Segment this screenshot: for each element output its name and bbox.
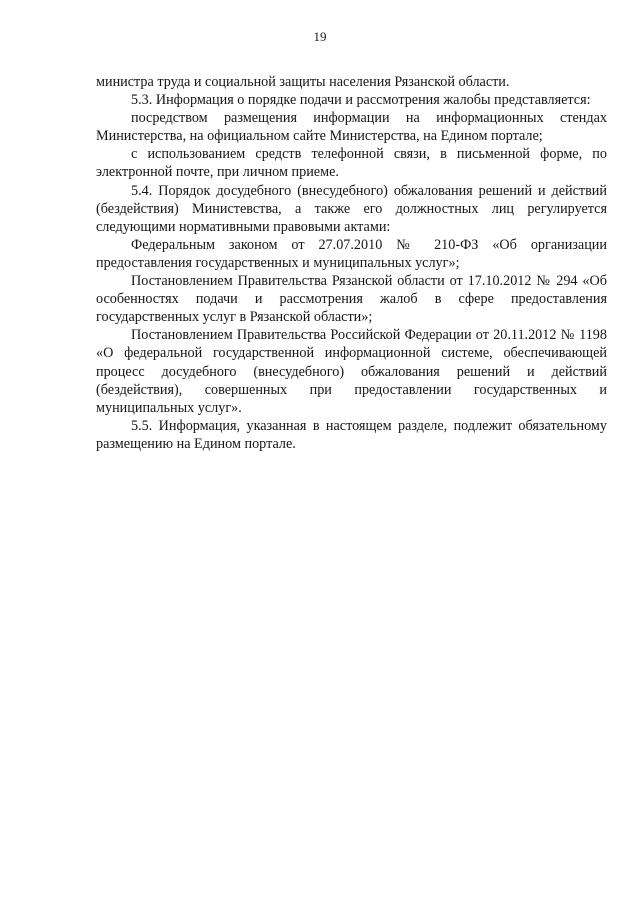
paragraph-5-5: 5.5. Информация, указанная в настоящем разделе, подлежит обязательному размещению на Едином портале.: [96, 417, 607, 452]
paragraph-continuation: министра труда и социальной защиты населения Рязанской области.: [96, 74, 510, 90]
document-body: [96, 73, 607, 453]
paragraph-5-3: 5.3. Информация о порядке подачи и рассмотрения жалобы представляется:: [131, 92, 591, 109]
paragraph-information-stands: посредством размещения информации на информационных стендах Министерства, на официальном сайте Министерства, на Едином портале;: [96, 110, 607, 145]
paragraph-5-4: 5.4. Порядок досудебного (внесудебного) обжалования решений и действий (бездействия) Министевства, а также его должностных лиц регулируется следующими нормативными правовыми актами:: [96, 182, 607, 235]
paragraph-ryazan-resolution: Постановлением Правительства Рязанской области от 17.10.2012 № 294 «Об особенностях подачи и рассмотрения жалоб в сфере предоставления государственных услуг в Рязанской области»;: [96, 273, 607, 326]
paragraph-federal-law: Федеральным законом от 27.07.2010 № 210-ФЗ «Об организации предоставления государственных и муниципальных услуг»;: [96, 236, 607, 271]
page-number: 19: [313, 29, 327, 44]
paragraph-rf-resolution: Постановлением Правительства Российской Федерации от 20.11.2012 № 1198 «О федеральной государственной информационной системе, обеспечивающей процесс досудебного (внесудебного) обжалования решений и действий (бездействия), совершенных при предоставлении государственных и муниципальных услуг».: [96, 327, 607, 416]
paragraph-phone-email: с использованием средств телефонной связи, в письменной форме, по электронной почте, при личном приеме.: [96, 146, 607, 181]
